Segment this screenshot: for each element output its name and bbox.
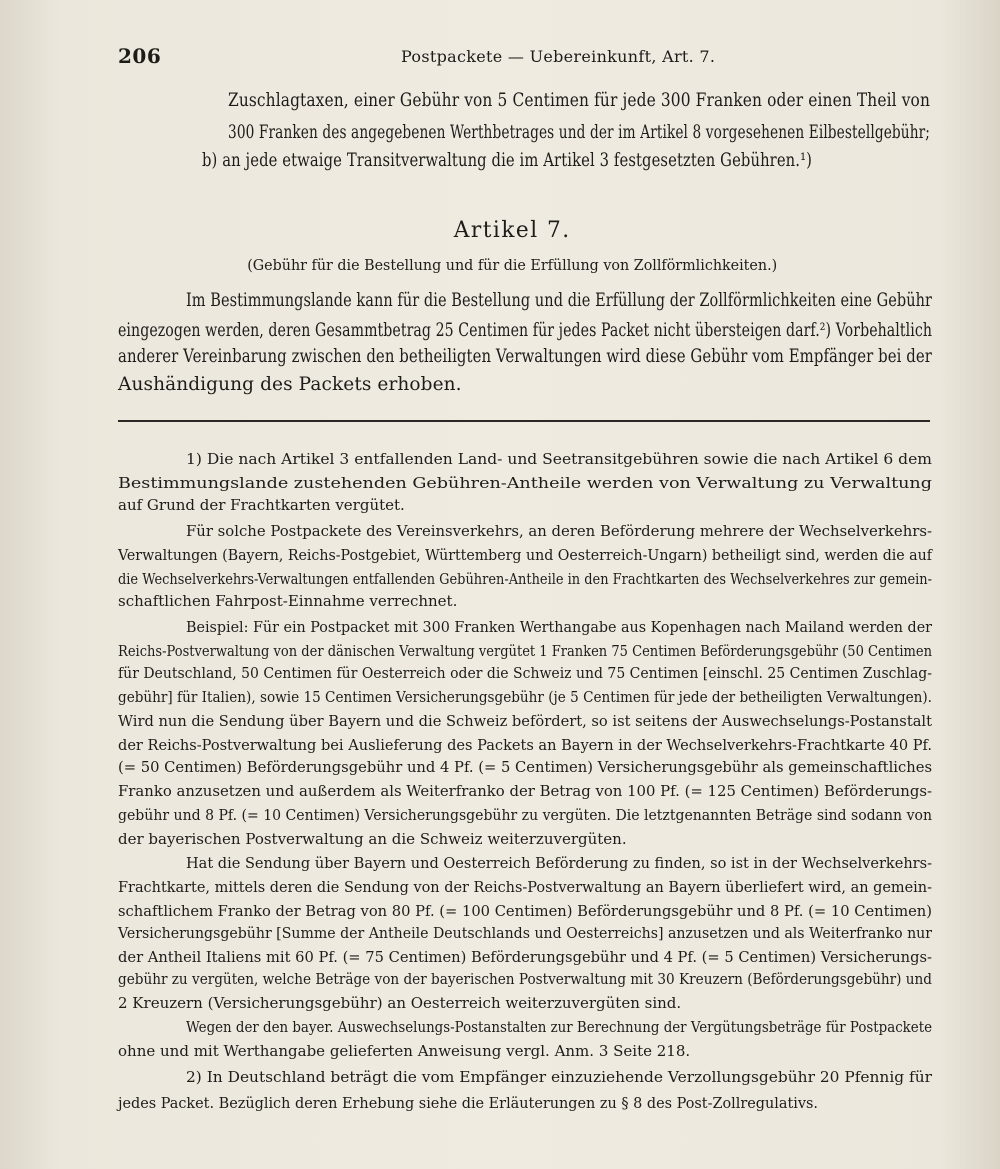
running-title: Postpackete — Uebereinkunft, Art. 7. [401, 47, 716, 66]
footnote-line: Frachtkarte, mittels deren die Sendung von der Reichs-Postverwaltung an Bayern überliefert wird, an gemein- [118, 878, 932, 896]
article-title: Artikel 7. [453, 218, 571, 243]
text-line: 300 Franken des angegebenen Werthbetrages und der im Artikel 8 vorgesehenen Eilbestellgebühr; [228, 122, 930, 143]
article-text-line: anderer Vereinbarung zwischen den betheiligten Verwaltungen wird diese Gebühr vom Empfänger bei der [118, 346, 932, 367]
footnote-line: 1) Die nach Artikel 3 entfallenden Land- und Seetransitgebühren sowie die nach Artikel 6 dem [186, 450, 932, 468]
footnote-divider [118, 420, 930, 422]
footnote-line: der bayerischen Postverwaltung an die Schweiz weiterzuvergüten. [118, 830, 627, 848]
footnote-line: Beispiel: Für ein Postpacket mit 300 Franken Werthangabe aus Kopenhagen nach Mailand werden der [186, 618, 932, 636]
footnote-line: Reichs-Postverwaltung von der dänischen Verwaltung vergütet 1 Franken 75 Centimen Beförderungsgebühr (50 Centimen [118, 642, 932, 660]
page-header [118, 44, 930, 72]
page-number: 206 [118, 44, 162, 68]
article-subtitle: (Gebühr für die Bestellung und für die Erfüllung von Zollförmlichkeiten.) [247, 258, 778, 274]
footnote-line: schaftlichem Franko der Betrag von 80 Pf. (= 100 Centimen) Beförderungsgebühr und 8 Pf. (= 10 Centimen) [118, 902, 932, 920]
footnote-line: (= 50 Centimen) Beförderungsgebühr und 4 Pf. (= 5 Centimen) Versicherungsgebühr als gemeinschaftliches [118, 758, 932, 776]
footnote-line: gebühr zu vergüten, welche Beträge von der bayerischen Postverwaltung mit 30 Kreuzern (Beförderungsgebühr) und [118, 970, 932, 988]
footnote-line: 2) In Deutschland beträgt die vom Empfänger einzuziehende Verzollungsgebühr 20 Pfennig für [186, 1068, 932, 1086]
article-text-line: Aushändigung des Packets erhoben. [118, 374, 462, 395]
footnote-line: schaftlichen Fahrpost-Einnahme verrechnet. [118, 592, 458, 610]
footnote-line: auf Grund der Frachtkarten vergütet. [118, 496, 405, 514]
footnote-line: Wegen der den bayer. Auswechselungs-Postanstalten zur Berechnung der Vergütungsbeträge für Postpackete [186, 1018, 932, 1036]
article-text-line: Im Bestimmungslande kann für die Bestellung und die Erfüllung der Zollförmlichkeiten eine Gebühr [186, 290, 932, 311]
footnote-line: jedes Packet. Bezüglich deren Erhebung siehe die Erläuterungen zu § 8 des Post-Zollregulativs. [118, 1094, 818, 1112]
footnote-line: Hat die Sendung über Bayern und Oesterreich Beförderung zu finden, so ist in der Wechselverkehrs- [186, 854, 932, 872]
article-text-line: eingezogen werden, deren Gesammtbetrag 25 Centimen für jedes Packet nicht übersteigen darf.²) Vorbehaltlich [118, 320, 932, 341]
footnote-line: Bestimmungslande zustehenden Gebühren-Antheile werden von Verwaltung zu Verwaltung [118, 474, 932, 492]
footnote-line: gebühr] für Italien), sowie 15 Centimen Versicherungsgebühr (je 5 Centimen für jede der betheiligten Verwaltungen). [118, 688, 932, 706]
footnote-line: ohne und mit Werthangabe gelieferten Anweisung vergl. Anm. 3 Seite 218. [118, 1042, 691, 1060]
footnote-line: Franko anzusetzen und außerdem als Weiterfranko der Betrag von 100 Pf. (= 125 Centimen) Beförderungs- [118, 782, 932, 800]
footnote-line: gebühr und 8 Pf. (= 10 Centimen) Versicherungsgebühr zu vergüten. Die letztgenannten Beträge sind sodann von [118, 806, 932, 824]
footnote-line: für Deutschland, 50 Centimen für Oesterreich oder die Schweiz und 75 Centimen [einschl. 25 Centimen Zuschlag- [118, 664, 932, 682]
footnote-line: Wird nun die Sendung über Bayern und die Schweiz befördert, so ist seitens der Auswechselungs-Postanstalt [118, 712, 932, 730]
footnote-line: Verwaltungen (Bayern, Reichs-Postgebiet, Württemberg und Oesterreich-Ungarn) betheiligt sind, werden die auf [118, 546, 932, 564]
text-line: b) an jede etwaige Transitverwaltung die im Artikel 3 festgesetzten Gebühren.¹) [202, 150, 812, 171]
footnote-line: Versicherungsgebühr [Summe der Antheile Deutschlands und Oesterreichs] anzusetzen und als Weiterfranko nur [118, 924, 932, 942]
footnote-line: die Wechselverkehrs-Verwaltungen entfallenden Gebühren-Antheile in den Frachtkarten des Wechselverkehres zur gemein- [118, 570, 932, 588]
footnote-line: 2 Kreuzern (Versicherungsgebühr) an Oesterreich weiterzuvergüten sind. [118, 994, 682, 1012]
text-line: Zuschlagtaxen, einer Gebühr von 5 Centimen für jede 300 Franken oder einen Theil von [228, 90, 930, 111]
footnote-line: Für solche Postpackete des Vereinsverkehrs, an deren Beförderung mehrere der Wechselverkehrs- [186, 522, 932, 540]
footnote-line: der Antheil Italiens mit 60 Pf. (= 75 Centimen) Beförderungsgebühr und 4 Pf. (= 5 Centimen) Versicherungs- [118, 948, 932, 966]
footnote-line: der Reichs-Postverwaltung bei Auslieferung des Packets an Bayern in der Wechselverkehrs-Frachtkarte 40 Pf. [118, 736, 932, 754]
